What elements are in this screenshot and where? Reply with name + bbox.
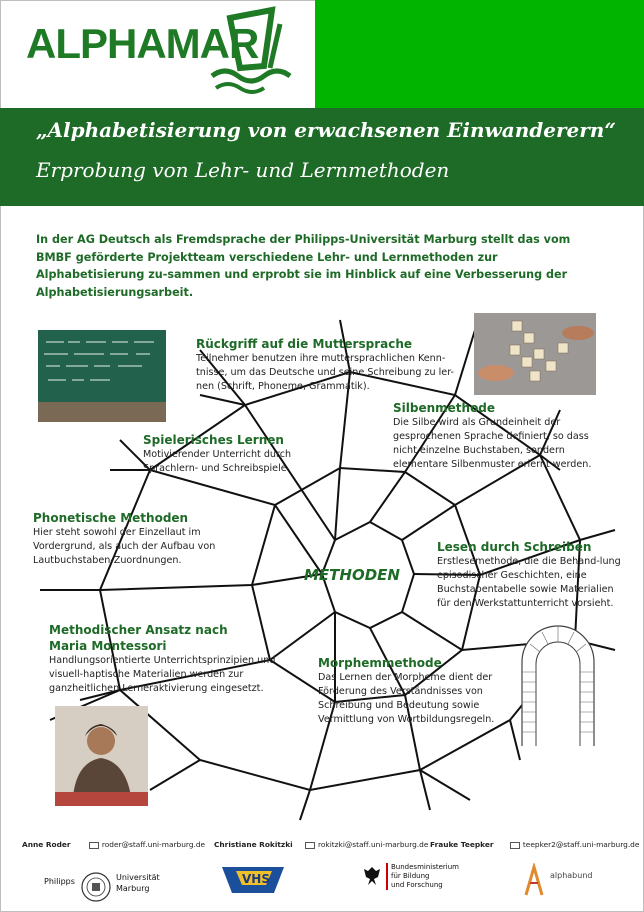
method-spielerisch: [143, 432, 308, 476]
method-heading: Phonetische Methoden: [33, 511, 189, 525]
teacher-photo: [55, 706, 148, 806]
author-1: [22, 840, 205, 849]
method-heading: Spielerisches Lernen: [143, 433, 284, 447]
scrabble-hands-photo: [474, 313, 596, 395]
method-heading: Methodischer Ansatz nach Maria Montessori: [49, 623, 228, 653]
method-text: Motivierender Unterricht durch Sprachlern- und Schreibspiele.: [143, 449, 292, 474]
method-heading: Lesen durch Schreiben: [437, 540, 592, 554]
alphabund-logo: [522, 863, 602, 903]
vhs-logo: [218, 863, 288, 897]
uni-left-text: Philipps: [44, 877, 75, 886]
method-lesen-durch-schreiben: [437, 539, 622, 611]
method-silbenmethode: [393, 400, 603, 472]
author-2: [214, 840, 428, 849]
bmbf-text-3: und Forschung: [391, 881, 443, 889]
method-text: Hier steht sowohl der Einzellaut im Vordergrund, als auch der Aufbau von Lautbuchstaben-Zuordnungen.: [33, 527, 216, 566]
method-text: Die Silbe wird als Grundeinheit der gesprochenen Sprache definiert, so dass nicht einzelne Buchstaben, sondern elementare Silbenmuster erlernt werden.: [393, 417, 592, 470]
author-name: Anne Roder: [22, 840, 71, 849]
subtitle: Erprobung von Lehr- und Lernmethoden: [36, 158, 450, 182]
alphabund-text: alphabund: [550, 871, 593, 880]
author-name: Frauke Teepker: [430, 840, 494, 849]
bmbf-text-1: Bundesministerium: [391, 863, 459, 871]
center-methoden-label: METHODEN: [304, 566, 400, 584]
method-phonetisch: [33, 510, 243, 568]
method-montessori: [49, 622, 279, 696]
footer-logos: [0, 857, 644, 912]
method-text: Handlungsorientierte Unterrichtsprinzipien und visuell-haptische Materialien werden zur ganzheitlichen Lerneraktivierung eingesetzt.: [49, 655, 276, 694]
author-email[interactable]: roder@staff.uni-marburg.de: [101, 840, 206, 849]
bmbf-text-2: für Bildung: [391, 872, 430, 880]
main-title: „Alphabetisierung von erwachsenen Einwanderern“: [36, 118, 616, 142]
bmbf-logo: [358, 861, 458, 901]
method-heading: Morphemmethode: [318, 656, 442, 670]
uni-right-text-2: Marburg: [116, 884, 150, 893]
envelope-icon: [510, 842, 520, 849]
intro-text: In der AG Deutsch als Fremdsprache der Philipps-Universität Marburg stellt das vom BMBF geförderte Projektteam verschiedene Lehr- und Lernmethoden zur Alphabetisierung zu-sammen und erprobt sie im Hinblick auf eine Verbesserung der Alphabetisierungsarbeit.: [36, 233, 571, 299]
author-email[interactable]: rokitzki@staff.uni-marburg.de: [318, 840, 429, 849]
letter-table-image: [512, 622, 604, 750]
method-text: Erstlesemethode, die die Behand-lung episodischer Geschichten, eine Buchstabentabelle sowie Materialien für den Werkstattunterricht vorsieht.: [437, 556, 621, 609]
chalkboard-photo: [38, 330, 166, 422]
envelope-icon: [305, 842, 315, 849]
method-heading: Rückgriff auf die Muttersprache: [196, 337, 413, 351]
author-email[interactable]: teepker2@staff.uni-marburg.de: [522, 840, 640, 849]
envelope-icon: [89, 842, 99, 849]
method-morphem: [318, 655, 510, 727]
method-text: Das Lernen der Morpheme dient der Förderung des Verständnisses von Schreibung und Bedeutung sowie Vermittlung von Wortbildungsregeln.: [318, 672, 495, 725]
eagle-icon: [362, 865, 382, 887]
method-heading: Silbenmethode: [393, 401, 496, 415]
uni-marburg-logo: [44, 871, 174, 903]
vhs-text: VHS: [242, 872, 270, 886]
alphamar-logo: ALPHAMAR: [26, 20, 259, 67]
method-text: Teilnehmer benutzen ihre muttersprachlichen Kenn-tnisse, um das Deutsche und seine Schreibung zu ler-nen (Schrift, Phoneme, Grammatik).: [196, 353, 454, 392]
author-3: [430, 840, 639, 849]
author-name: Christiane Rokitzki: [214, 840, 293, 849]
method-muttersprache: [196, 336, 471, 394]
uni-right-text-1: Universität: [116, 873, 160, 882]
uni-seal-icon: [80, 871, 112, 903]
